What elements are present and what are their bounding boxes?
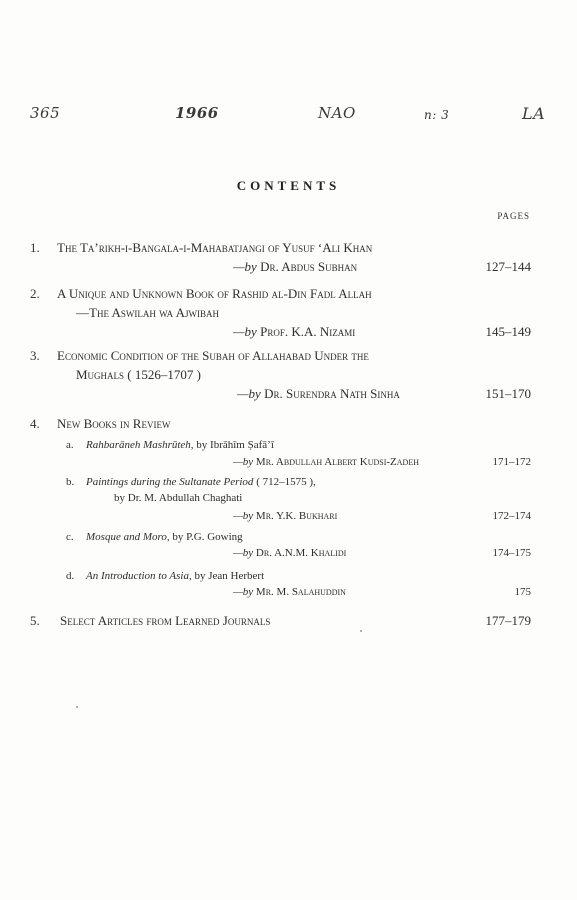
handwritten-annotation: 365: [30, 104, 61, 122]
review-letter: a.: [66, 439, 74, 451]
paper-speck: [360, 630, 362, 632]
entry-title: A Unique and Unknown Book of Rashid al-Din Fadl Allah: [57, 286, 372, 301]
review-title-continued: by Dr. M. Abdullah Chaghati: [114, 492, 243, 504]
entry-author: Dr. Surendra Nath Sinha: [264, 386, 400, 401]
entry-pages: 177–179: [485, 613, 531, 628]
entry-byline: —by Dr. Surendra Nath Sinha: [237, 386, 400, 401]
handwritten-annotation: LA: [522, 104, 546, 123]
entry-number: 5.: [30, 613, 40, 628]
review-pages: 175: [514, 586, 531, 598]
entry-title: Select Articles from Learned Journals: [60, 613, 271, 628]
handwritten-annotation: n: 3: [424, 108, 450, 122]
entry-number: 2.: [30, 286, 40, 301]
pages-column-header: PAGES: [497, 211, 530, 221]
entry-title: Economic Condition of the Subah of Allahabad Under the: [57, 348, 369, 363]
review-byline: —by Dr. A.N.M. Khalidi: [233, 547, 347, 559]
entry-author: Prof. K.A. Nizami: [260, 324, 356, 339]
entry-author: Dr. Abdus Subhan: [260, 259, 358, 274]
review-letter: d.: [66, 570, 75, 582]
entry-pages: 151–170: [485, 386, 531, 401]
review-author: Dr. A.N.M. Khalidi: [255, 547, 347, 559]
review-title-line: Paintings during the Sultanate Period ( 712–1575 ),: [86, 476, 316, 488]
review-author: Mr. M. Salahuddin: [255, 586, 346, 598]
review-title-line: Mosque and Moro, by P.G. Gowing: [86, 531, 243, 543]
entry-pages: 145–149: [485, 324, 531, 339]
entry-title-continued: —The Aswilah wa Ajwibah: [76, 305, 220, 320]
entry-title-continued: Mughals ( 1526–1707 ): [76, 367, 201, 382]
review-pages: 174–175: [492, 547, 531, 559]
handwritten-annotation: 1966: [175, 104, 219, 122]
entry-number: 1.: [30, 240, 40, 255]
review-title-line: Rahbarāneh Mashrūteh, by Ibrāhīm Ṣafā’ī: [86, 439, 274, 451]
review-author: Mr. Y.K. Bukhari: [255, 510, 338, 522]
entry-byline: —by Dr. Abdus Subhan: [233, 259, 358, 274]
review-letter: c.: [66, 531, 74, 543]
review-pages: 171–172: [492, 456, 531, 468]
entry-number: 4.: [30, 416, 40, 431]
entry-pages: 127–144: [485, 259, 531, 274]
review-author: Mr. Abdullah Albert Kudsi-Zadeh: [255, 456, 419, 468]
entry-title: The Ta’rikh-i-Bangala-i-Mahabatjangi of Yusuf ‘Ali Khan: [57, 240, 373, 255]
review-byline: —by Mr. Y.K. Bukhari: [233, 510, 338, 522]
review-pages: 172–174: [492, 510, 531, 522]
paper-speck: [76, 706, 78, 708]
page-title: CONTENTS: [236, 178, 341, 193]
entry-title: New Books in Review: [57, 416, 171, 431]
entry-byline: —by Prof. K.A. Nizami: [233, 324, 356, 339]
review-byline: —by Mr. M. Salahuddin: [233, 586, 346, 598]
entry-number: 3.: [30, 348, 40, 363]
review-byline: —by Mr. Abdullah Albert Kudsi-Zadeh: [233, 456, 419, 468]
review-letter: b.: [66, 476, 75, 488]
review-title-line: An Introduction to Asia, by Jean Herbert: [86, 570, 265, 582]
handwritten-annotation: NAO: [318, 104, 356, 122]
